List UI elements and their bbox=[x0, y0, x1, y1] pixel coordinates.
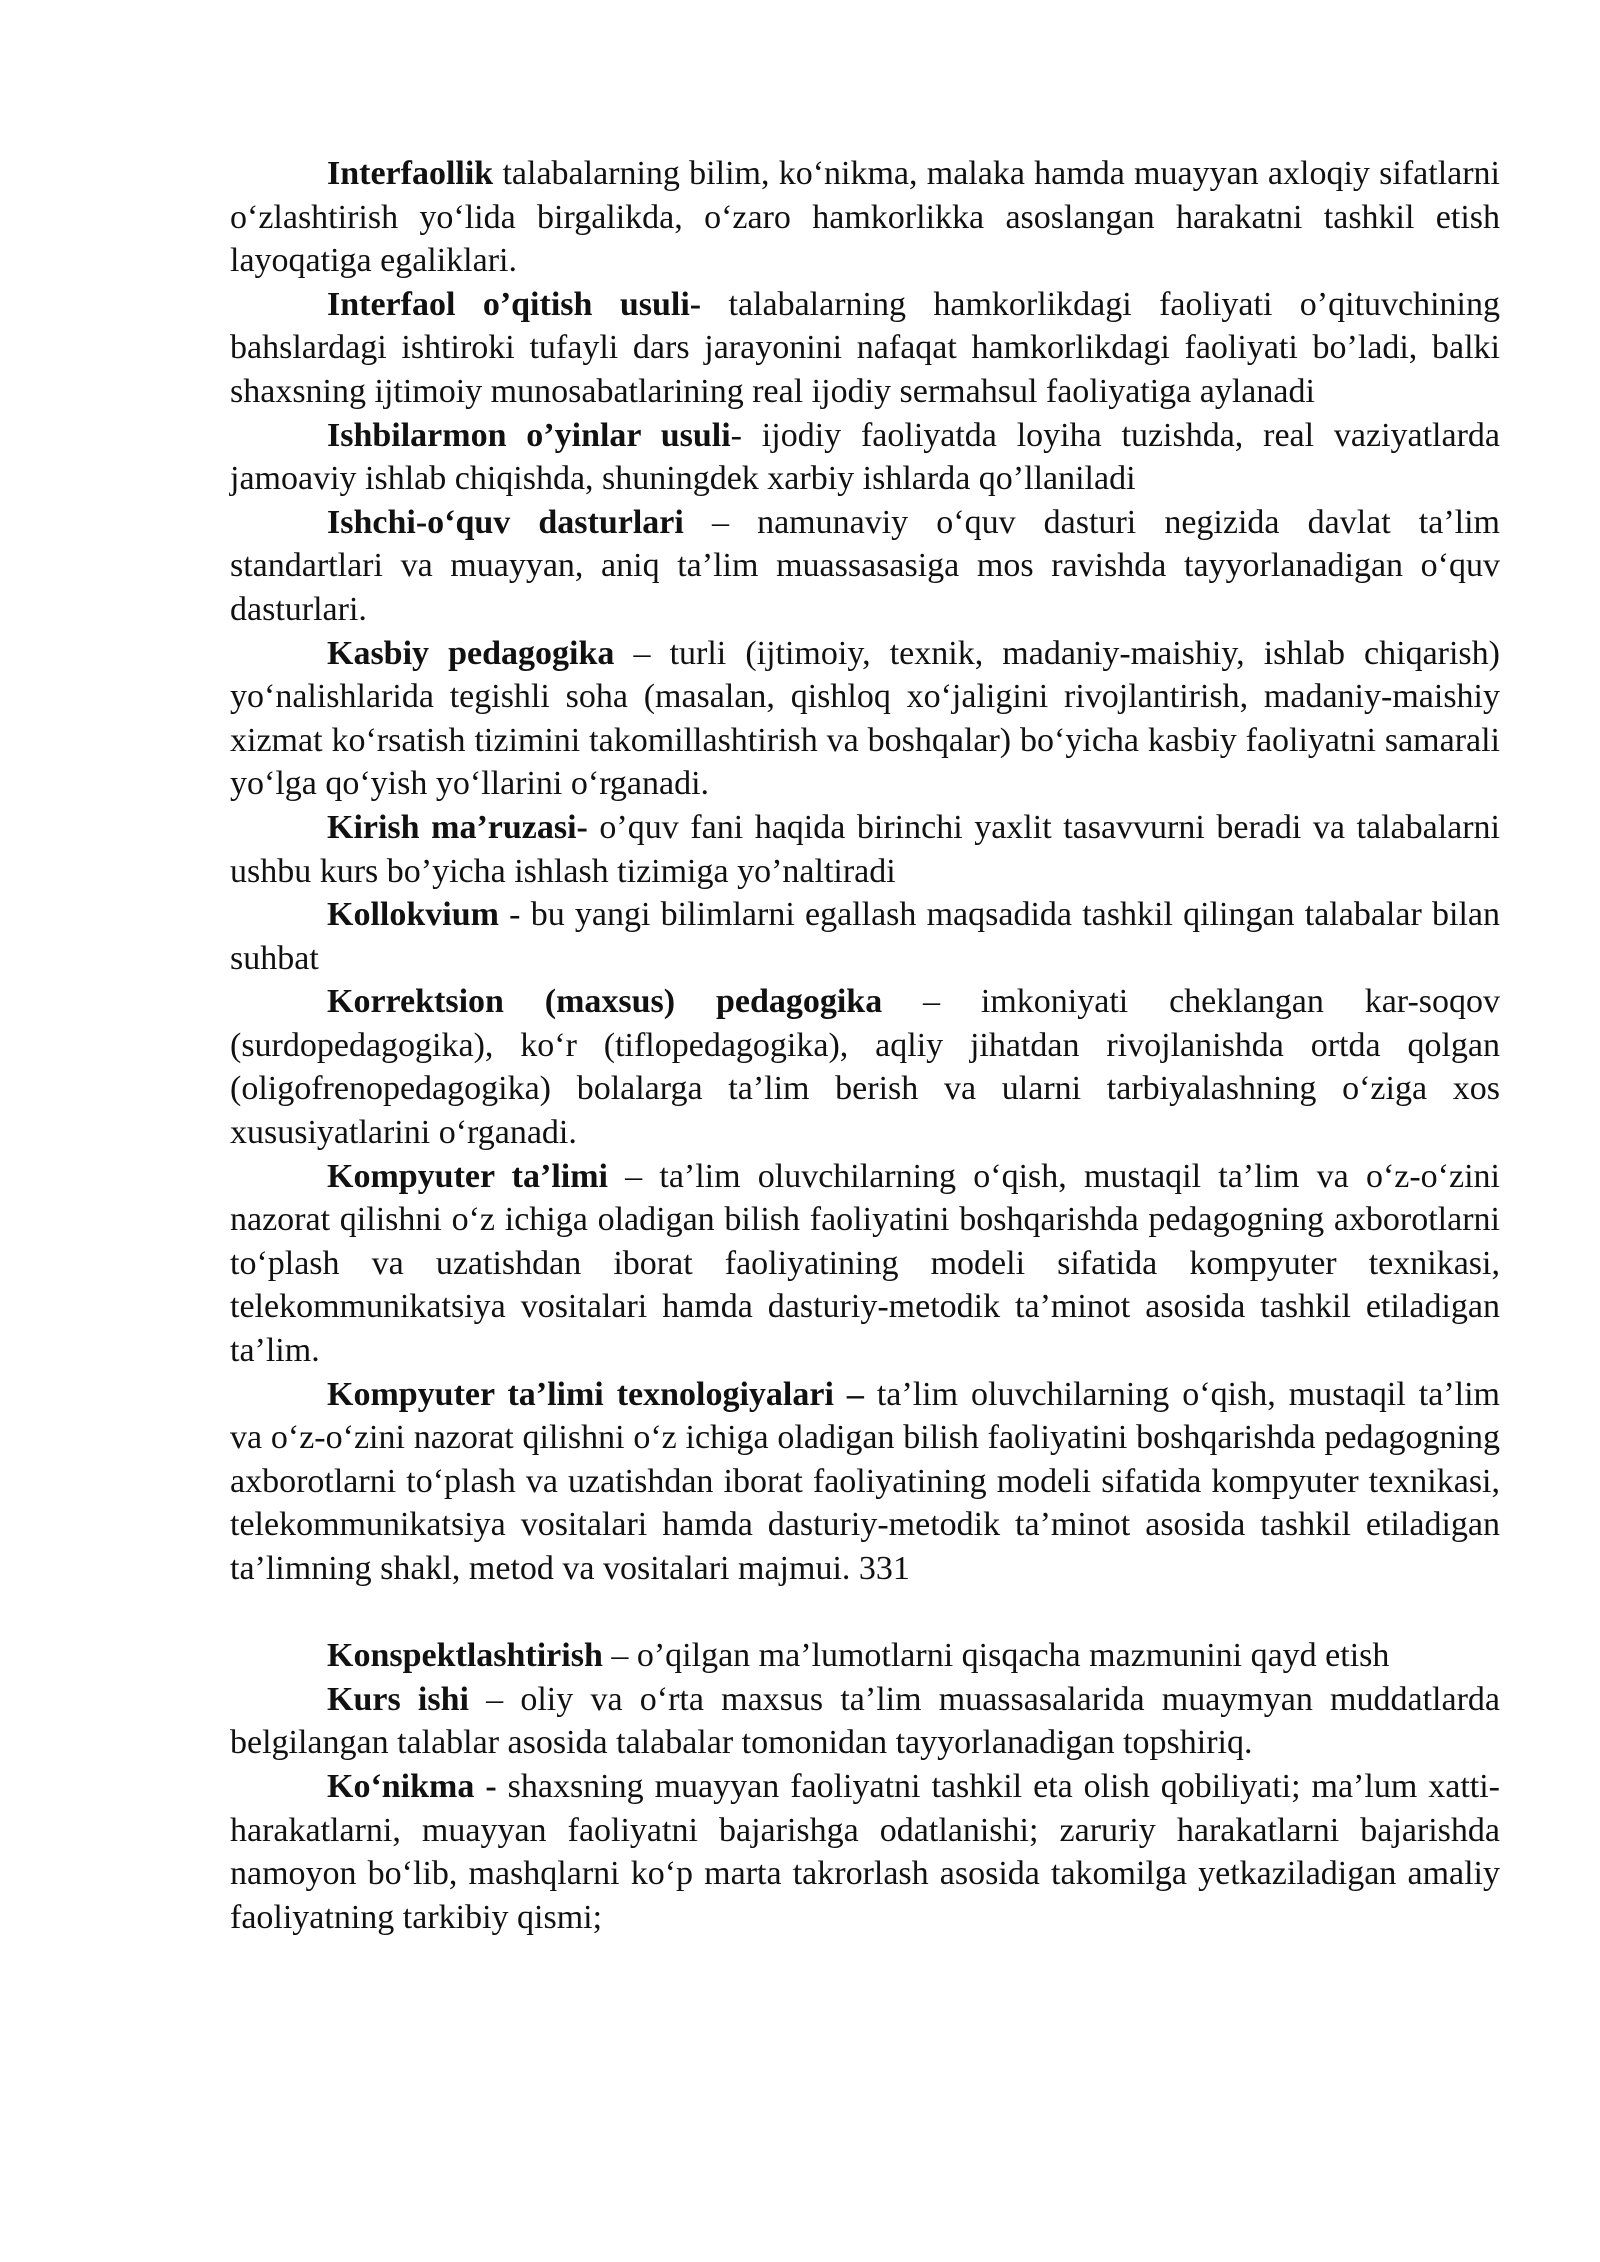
entry-definition: talabalarning hamkorlikdagi faoliyati o’qituvchining bahslardagi ishtiroki tufayli dars jarayonini nafaqat hamkorlikdagi faoliyati bo’ladi, balki shaxsning ijtimoiy munosabatlarining real ijodiy sermahsul faoliyatiga aylanadi bbox=[230, 285, 1500, 410]
entry-definition: – o’qilgan ma’lumotlarni qisqacha mazmunini qayd etish bbox=[602, 1637, 1390, 1675]
glossary-entry-kollokvium bbox=[230, 893, 1500, 980]
entry-term: Interfaol o’qitish usuli- bbox=[327, 285, 702, 323]
paragraph-gap bbox=[230, 1591, 1500, 1635]
entry-term: Konspektlashtirish bbox=[327, 1637, 603, 1675]
entry-term: Kurs ishi bbox=[327, 1680, 469, 1718]
glossary-entry-kompyuter-talimi-texnologiyalari bbox=[230, 1373, 1500, 1591]
entry-term: Ishchi-o‘quv dasturlari bbox=[327, 503, 684, 541]
entry-term: Ko‘nikma - bbox=[327, 1767, 497, 1805]
entry-term: Kollokvium bbox=[327, 896, 499, 934]
glossary-entry-kasbiy-pedagogika bbox=[230, 632, 1500, 806]
glossary-entry-kompyuter-talimi bbox=[230, 1155, 1500, 1373]
entry-term: Interfaollik bbox=[327, 155, 494, 192]
glossary-entry-interfaol-oqitish-usuli bbox=[230, 283, 1500, 414]
entry-definition: – namunaviy o‘quv dasturi negizida davlat ta’lim standartlari va muayyan, aniq ta’lim muassasasiga mos ravishda tayyorlanadigan o‘quv dasturlari. bbox=[230, 503, 1500, 628]
glossary-entry-kirish-maruzasi bbox=[230, 806, 1500, 893]
entry-term: Kasbiy pedagogika bbox=[327, 634, 615, 672]
entry-definition: – oliy va o‘rta maxsus ta’lim muassasalarida muaymyan muddatlarda belgilangan talablar asosida talabalar tomonidan tayyorlanadigan topshiriq. bbox=[230, 1680, 1500, 1762]
entry-definition: shaxsning muayyan faoliyatni tashkil eta olish qobiliyati; ma’lum xatti-harakatlarni, muayyan faoliyatni bajarishga odatlanishi; zaruriy harakatlarni bajarishda namoyon bo‘lib, mashqlarni ko‘p marta takrorlash asosida takomilga yetkaziladigan amaliy faoliyatning tarkibiy qismi; bbox=[230, 1767, 1500, 1936]
glossary-entry-konikma bbox=[230, 1765, 1500, 1939]
entry-definition: – turli (ijtimoiy, texnik, madaniy-maishiy, ishlab chiqarish) yo‘nalishlarida tegishli soha (masalan, qishloq xo‘jaligini rivojlantirish, madaniy-maishiy xizmat ko‘rsatish tizimini takomillashtirish va boshqalar) bo‘yicha kasbiy faoliyatni samarali yo‘lga qo‘yish yo‘llarini o‘rganadi. bbox=[230, 634, 1500, 803]
glossary-entry-ishchi-oquv-dasturlari bbox=[230, 501, 1500, 632]
entry-definition: - bu yangi bilimlarni egallash maqsadida tashkil qilingan talabalar bilan suhbat bbox=[230, 896, 1500, 977]
entry-definition: – imkoniyati cheklangan kar-soqov (surdopedagogika), ko‘r (tiflopedagogika), aqliy jihatdan rivojlanishda ortda qolgan (oligofrenopedagogika) bolalarga ta’lim berish va ularni tarbiyalashning o‘ziga xos xususiyatlarini o‘rganadi. bbox=[230, 983, 1501, 1152]
entry-term: Kompyuter ta’limi bbox=[327, 1157, 608, 1195]
entry-term: Korrektsion (maxsus) pedagogika bbox=[327, 983, 883, 1021]
entry-definition: – ta’lim oluvchilarning o‘qish, mustaqil ta’lim va o‘z-o‘zini nazorat qilishni o‘z ichiga oladigan bilish faoliyatini boshqarishda pedagogning axborotlarni to‘plash va uzatishdan iborat faoliyatining modeli sifatida kompyuter texnikasi, telekommunikatsiya vositalari hamda dasturiy-metodik ta’minot asosida tashkil etiladigan ta’lim. bbox=[230, 1157, 1500, 1370]
glossary-entry-kurs-ishi bbox=[230, 1678, 1500, 1765]
entry-definition: talabalarning bilim, ko‘nikma, malaka hamda muayyan axloqiy sifatlarni o‘zlashtirish yo‘lida birgalikda, o‘zaro hamkorlikka asoslangan harakatni tashkil etish layoqatiga egaliklari. bbox=[230, 155, 1500, 280]
glossary-entry-interfaollik bbox=[230, 152, 1500, 283]
glossary-entry-ishbilarmon-oyinlar-usuli bbox=[230, 414, 1500, 501]
entry-definition: ta’lim oluvchilarning o‘qish, mustaqil ta’lim va o‘z-o‘zini nazorat qilishni o‘z ichiga oladigan bilish faoliyatini boshqarishda pedagogning axborotlarni to‘plash va uzatishdan iborat faoliyatining modeli sifatida kompyuter texnikasi, telekommunikatsiya vositalari hamda dasturiy-metodik ta’minot asosida tashkil etiladigan ta’limning shakl, metod va vositalari majmui. 331 bbox=[230, 1375, 1500, 1587]
document-page bbox=[230, 152, 1500, 1939]
entry-term: Kompyuter ta’limi texnologiyalari – bbox=[327, 1375, 864, 1413]
glossary-entry-korrektsion-pedagogika bbox=[230, 980, 1500, 1154]
entry-term: Ishbilarmon o’yinlar usuli bbox=[327, 416, 731, 454]
entry-definition: o’quv fani haqida birinchi yaxlit tasavvurni beradi va talabalarni ushbu kurs bo’yicha ishlash tizimiga yo’naltiradi bbox=[230, 808, 1500, 890]
entry-term: Kirish ma’ruzasi- bbox=[327, 808, 588, 846]
glossary-entry-konspektlashtirish bbox=[230, 1634, 1500, 1678]
entry-definition: - ijodiy faoliyatda loyiha tuzishda, real vaziyatlarda jamoaviy ishlab chiqishda, shuningdek xarbiy ishlarda qo’llaniladi bbox=[230, 416, 1500, 498]
